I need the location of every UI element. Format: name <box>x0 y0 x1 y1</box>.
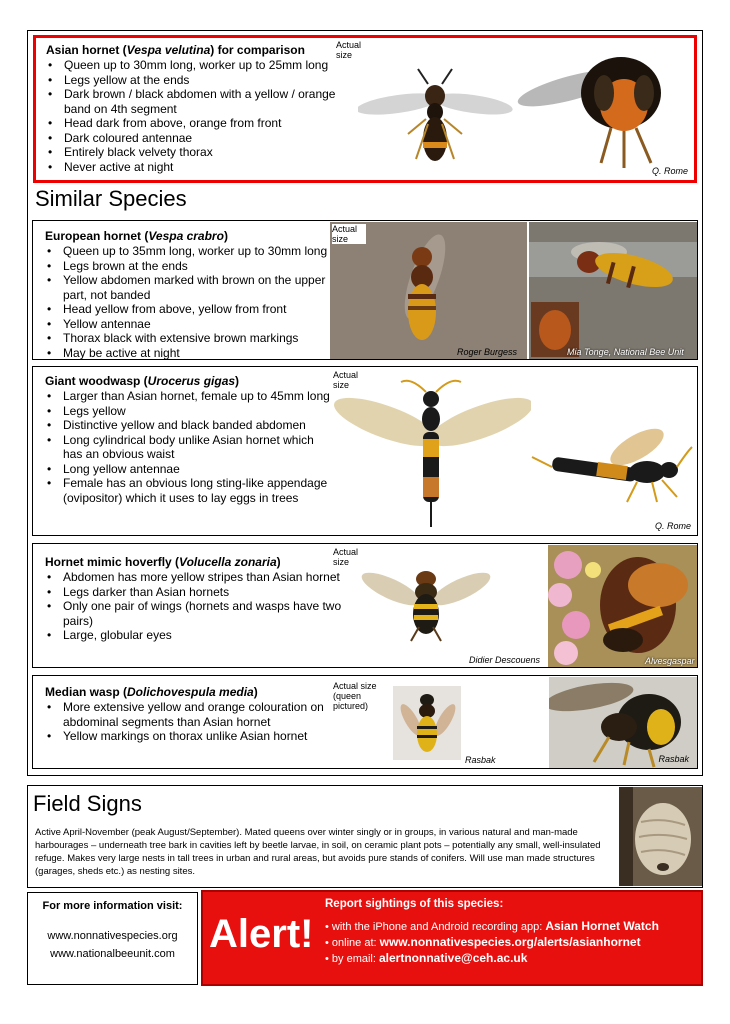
photo-credit: Roger Burgess <box>457 347 518 357</box>
list-item: • Large, globular eyes <box>45 628 365 643</box>
list-item: • Dark coloured antennae <box>46 131 346 146</box>
link-nationalbeeunit[interactable]: www.nationalbeeunit.com <box>50 948 175 960</box>
giant-woodwasp-card <box>32 366 698 536</box>
european-hornet-photo-closeup <box>529 222 697 359</box>
photo-credit: Rasbak <box>658 754 689 764</box>
list-item: • Only one pair of wings (hornets and wasps have two pairs) <box>45 599 365 628</box>
list-item: • Legs yellow at the ends <box>46 73 346 88</box>
alert-box <box>201 890 703 986</box>
list-item: • Larger than Asian hornet, female up to 45mm long <box>45 389 335 404</box>
list-item: • May be active at night <box>45 346 345 361</box>
alert-report-title: Report sightings of this species: <box>325 898 504 910</box>
alert-heading: Alert! <box>209 912 314 956</box>
list-item: • Head yellow from above, yellow from front <box>45 302 345 317</box>
european-hornet-card <box>32 220 698 360</box>
actual-size-label: Actual size <box>333 547 367 567</box>
list-item: • Legs yellow <box>45 404 335 419</box>
alert-url-link[interactable]: www.nonnativespecies.org/alerts/asianhornet <box>379 935 641 949</box>
actual-size-label: Actual size <box>332 224 366 244</box>
list-item: • Yellow antennae <box>45 317 345 332</box>
asian-hornet-heading: Asian hornet (Vespa velutina) for comparison <box>46 43 305 57</box>
list-item: • Head dark from above, orange from front <box>46 116 346 131</box>
list-item: • Distinctive yellow and black banded abdomen <box>45 418 335 433</box>
more-info-heading: For more information visit: <box>42 900 183 912</box>
nest-photo <box>619 787 702 886</box>
median-wasp-heading: Median wasp (Dolichovespula media) <box>45 685 258 699</box>
list-item: • Dark brown / black abdomen with a yellow / orange band on 4th segment <box>46 87 346 116</box>
actual-size-label: Actual size <box>333 370 367 390</box>
list-item: • Abdomen has more yellow stripes than Asian hornet <box>45 570 365 585</box>
list-item: • More extensive yellow and orange colouration on abdominal segments than Asian hornet <box>45 700 335 729</box>
list-item: • Legs brown at the ends <box>45 259 345 274</box>
list-item: • Never active at night <box>46 160 346 175</box>
hoverfly-photo-closeup <box>548 545 697 667</box>
hoverfly-photo-actual <box>361 559 491 644</box>
similar-species-title: Similar Species <box>35 186 187 211</box>
photo-credit: Didier Descouens <box>469 655 541 665</box>
list-item: • Long cylindrical body unlike Asian hornet which has an obvious waist <box>45 433 335 462</box>
photo-credit: Rasbak <box>465 755 496 765</box>
median-wasp-list <box>45 700 335 744</box>
hoverfly-heading: Hornet mimic hoverfly (Volucella zonaria) <box>45 555 281 569</box>
photo-credit: Q. Rome <box>654 521 691 531</box>
hoverfly-list <box>45 570 365 643</box>
alert-app-line: • with the iPhone and Android recording app: Asian Hornet Watch <box>325 919 659 933</box>
list-item: • Legs darker than Asian hornets <box>45 585 365 600</box>
actual-size-label: Actual size (queen pictured) <box>333 681 387 711</box>
app-name: Asian Hornet Watch <box>545 919 659 933</box>
median-wasp-card <box>32 675 698 769</box>
alert-online-line: • online at: www.nonnativespecies.org/alerts/asianhornet <box>325 935 641 949</box>
photo-credit: Alvesgaspar <box>645 656 695 666</box>
alert-email-link[interactable]: alertnonnative@ceh.ac.uk <box>378 951 528 965</box>
more-info-box <box>27 892 198 985</box>
list-item: • Thorax black with extensive brown markings <box>45 331 345 346</box>
field-signs-section <box>27 785 703 888</box>
list-item: • Entirely black velvety thorax <box>46 145 346 160</box>
link-nonnativespecies[interactable]: www.nonnativespecies.org <box>47 930 178 942</box>
hoverfly-card <box>32 543 698 668</box>
field-signs-title: Field Signs <box>33 791 142 816</box>
list-item: • Queen up to 35mm long, worker up to 30mm long <box>45 244 345 259</box>
giant-woodwasp-photo-actual <box>331 377 531 532</box>
list-item: • Long yellow antennae <box>45 462 335 477</box>
field-signs-text: Active April-November (peak August/September). Mated queens over winter singly or in groups, in various natural and man-made harbourages – underneath tree bark in cavities left by beetle larvae, in soil, on ceramic plant pots – potentially any small, well-insulated refuge. Makes very large nests in tall trees in urban and rural areas, but avoids pure stands of conifers. Will use man made structures (garages, sheds etc.) as nesting sites. <box>35 827 601 877</box>
list-item: • Female has an obvious long sting-like appendage (ovipositor) which it uses to lay eggs in trees <box>45 476 335 505</box>
giant-woodwasp-list <box>45 389 335 505</box>
alert-email-line: • by email: alertnonnative@ceh.ac.uk <box>325 951 528 965</box>
photo-credit: Mia Tonge, National Bee Unit <box>567 347 684 357</box>
giant-woodwasp-photo-side <box>527 422 695 512</box>
actual-size-label: Actual size <box>336 40 366 60</box>
european-hornet-list <box>45 244 345 360</box>
list-item: • Yellow abdomen marked with brown on the upper part, not banded <box>45 273 345 302</box>
european-hornet-heading: European hornet (Vespa crabro) <box>45 229 228 243</box>
photo-credit: Q. Rome <box>651 166 688 176</box>
list-item: • Yellow markings on thorax unlike Asian hornet <box>45 729 335 744</box>
median-wasp-photo-actual <box>393 686 461 760</box>
list-item: • Queen up to 30mm long, worker up to 25mm long <box>46 58 346 73</box>
giant-woodwasp-heading: Giant woodwasp (Urocerus gigas) <box>45 374 240 388</box>
